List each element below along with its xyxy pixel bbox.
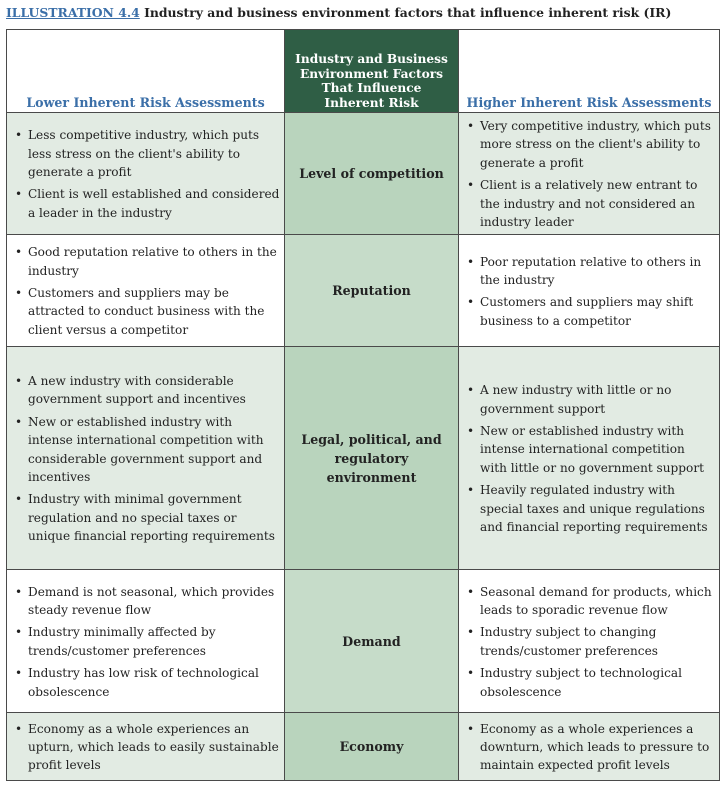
list-item: • A new industry with considerable government support and incentives [13,372,280,409]
table-row [7,235,720,347]
lower-risk-list [13,243,280,339]
list-item: • Seasonal demand for products, which leads to sporadic revenue flow [465,583,715,620]
lower-risk-cell [7,235,285,347]
lower-risk-cell [7,713,285,781]
table-row [7,570,720,713]
lower-risk-cell [7,113,285,235]
illustration-caption [6,5,671,20]
list-item: • New or established industry with intense international competition with little or no government support [465,422,715,477]
list-item: • Industry subject to technological obsolescence [465,664,715,701]
factor-cell: Demand [285,570,459,713]
higher-risk-list [465,117,715,231]
list-item: • Industry subject to changing trends/customer preferences [465,623,715,660]
list-item: • Industry has low risk of technological obsolescence [13,664,280,701]
lower-risk-cell [7,347,285,570]
list-item: • Client is a relatively new entrant to the industry and not considered an industry leader [465,176,715,231]
list-item: • Heavily regulated industry with special taxes and unique regulations and financial reporting requirements [465,481,715,536]
lower-risk-list [13,372,280,545]
factor-cell: Legal, political, and regulatory environment [285,347,459,570]
header-lower-risk: Lower Inherent Risk Assessments [7,30,285,113]
higher-risk-list [465,381,715,536]
higher-risk-cell [459,570,720,713]
list-item: • Demand is not seasonal, which provides steady revenue flow [13,583,280,620]
list-item: • Customers and suppliers may be attracted to conduct business with the client versus a competitor [13,284,280,339]
list-item: • Good reputation relative to others in the industry [13,243,280,280]
list-item: • Client is well established and considered a leader in the industry [13,185,280,222]
list-item: • Customers and suppliers may shift business to a competitor [465,293,715,330]
list-item: • New or established industry with intense international competition with considerable government support and incentives [13,413,280,487]
higher-risk-cell [459,235,720,347]
factor-cell: Reputation [285,235,459,347]
higher-risk-cell [459,347,720,570]
table-row [7,347,720,570]
header-higher-risk: Higher Inherent Risk Assessments [459,30,720,113]
table-row [7,113,720,235]
lower-risk-list [13,126,280,222]
lower-risk-list [13,720,280,775]
list-item: • Economy as a whole experiences a downturn, which leads to pressure to maintain expected profit levels [465,720,715,775]
higher-risk-cell [459,713,720,781]
factor-cell: Level of competition [285,113,459,235]
higher-risk-cell [459,113,720,235]
illustration-label: ILLUSTRATION 4.4 [6,5,140,20]
lower-risk-cell [7,570,285,713]
higher-risk-list [465,253,715,331]
list-item: • Economy as a whole experiences an upturn, which leads to easily sustainable profit levels [13,720,280,775]
factor-cell: Economy [285,713,459,781]
list-item: • Poor reputation relative to others in the industry [465,253,715,290]
illustration-title: Industry and business environment factors that influence inherent risk (IR) [139,5,672,20]
table-row [7,713,720,781]
higher-risk-list [465,583,715,701]
header-row [7,30,720,113]
list-item: • Industry minimally affected by trends/customer preferences [13,623,280,660]
list-item: • Less competitive industry, which puts less stress on the client's ability to generate a profit [13,126,280,181]
list-item: • A new industry with little or no government support [465,381,715,418]
list-item: • Industry with minimal government regulation and no special taxes or unique financial reporting requirements [13,490,280,545]
list-item: • Very competitive industry, which puts more stress on the client's ability to generate a profit [465,117,715,172]
header-factors: Industry and Business Environment Factors That Influence Inherent Risk [285,30,459,113]
lower-risk-list [13,583,280,701]
inherent-risk-table [6,29,720,781]
higher-risk-list [465,720,715,775]
